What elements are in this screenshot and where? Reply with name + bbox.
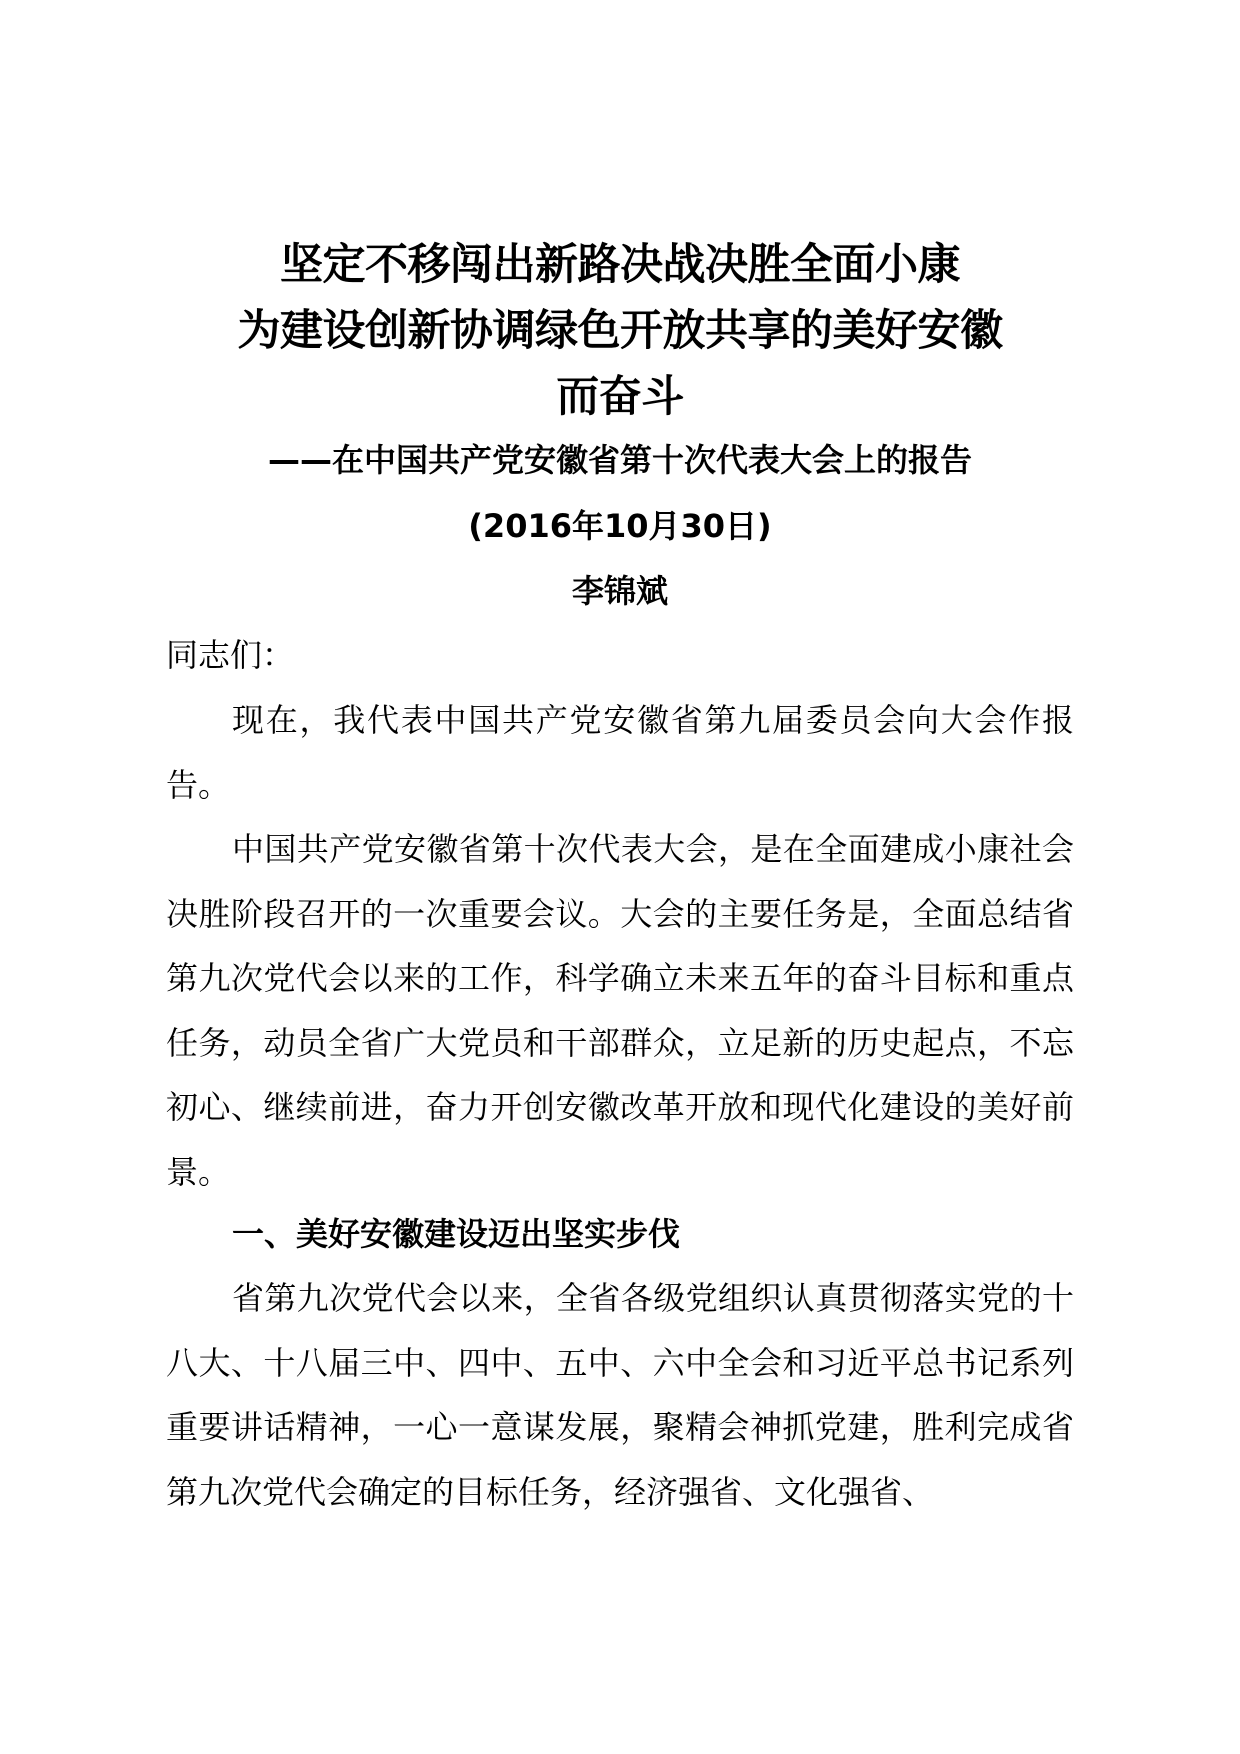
subtitle: ——在中国共产党安徽省第十次代表大会上的报告 — [267, 441, 972, 479]
section-paragraph: 省第九次党代会以来，全省各级党组织认真贯彻落实党的十八大、十八届三中、四中、五中、六中全会和习近平总书记系列重要讲话精神，一心一意谋发展，聚精会神抓党建，胜利完成省第九次党代会确定的目标任务，经济强省、文化强省、 — [166, 1279, 1074, 1511]
title-line-2: 为建设创新协调绿色开放共享的美好安徽 — [237, 306, 1003, 356]
title-line-3: 而奋斗 — [556, 372, 684, 422]
title-line-1: 坚定不移闯出新路决战决胜全面小康 — [280, 240, 960, 290]
salutation: 同志们： — [166, 636, 295, 674]
paragraph-1: 现在，我代表中国共产党安徽省第九届委员会向大会作报告。 — [166, 701, 1074, 804]
section-body — [166, 1266, 1074, 1524]
author: 李锦斌 — [571, 572, 668, 610]
paragraph-2: 中国共产党安徽省第十次代表大会，是在全面建成小康社会决胜阶段召开的一次重要会议。大会的主要任务是，全面总结省第九次党代会以来的工作，科学确立未来五年的奋斗目标和重点任务，动员全省广大党员和干部群众，立足新的历史起点，不忘初心、继续前进，奋力开创安徽改革开放和现代化建设的美好前景。 — [166, 830, 1074, 1191]
intro-paragraphs — [166, 688, 1074, 1204]
date-line: (2016年10月30日) — [468, 507, 772, 545]
section-heading: 一、美好安徽建设迈出坚实步伐 — [232, 1215, 681, 1253]
